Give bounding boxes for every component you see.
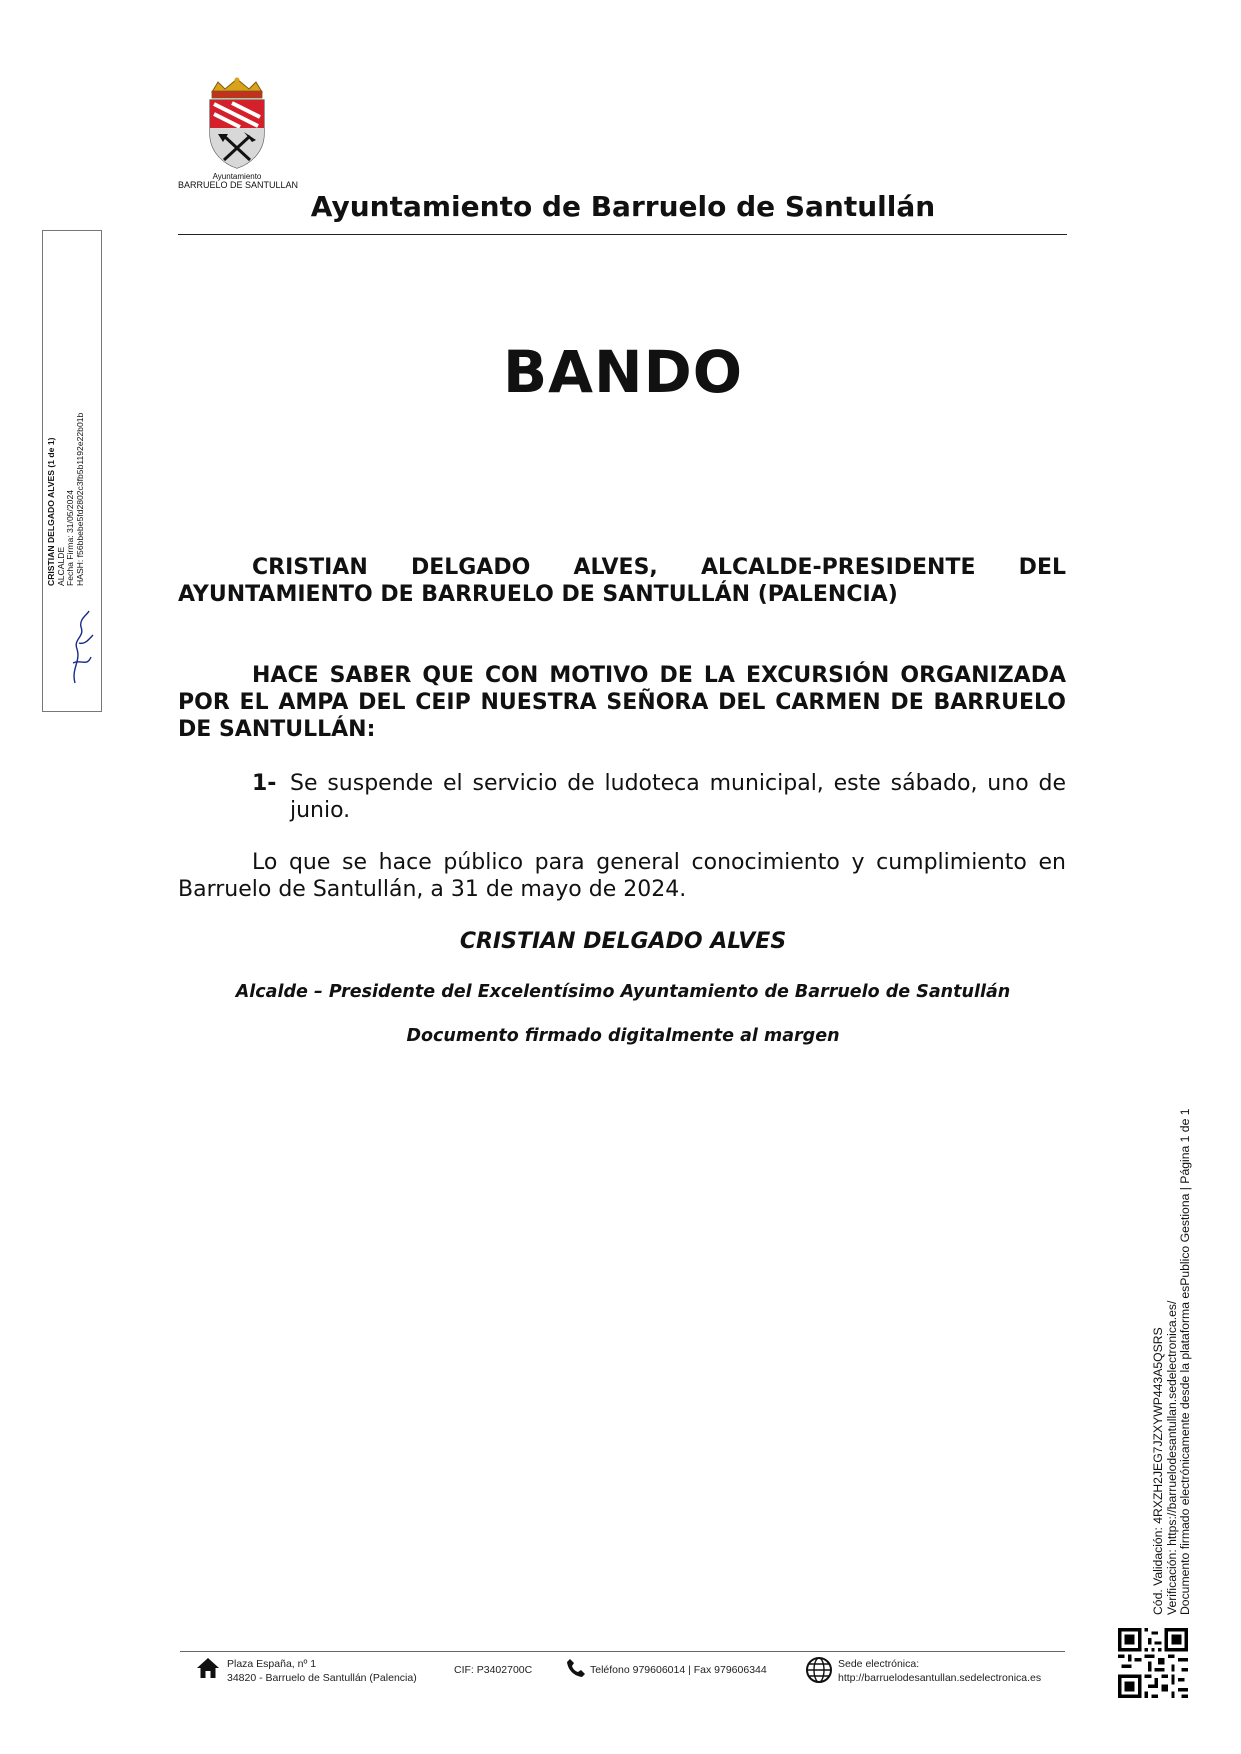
footer-divider xyxy=(180,1651,1065,1652)
footer-address xyxy=(227,1657,417,1685)
signature-stamp xyxy=(42,230,102,712)
closing-paragraph: Lo que se hace público para general conocimiento y cumplimiento en Barruelo de Santullán, a 31 de mayo de 2024. xyxy=(178,850,1066,902)
stamp-hash: HASH: f56bbebe5fd2802c3fb5b1192e22b01b xyxy=(74,412,85,586)
signature-platform-note: Documento firmado electrónicamente desde la plataforma esPublico Gestiona | Página 1 de 1 xyxy=(1178,1108,1192,1615)
footer-sede-link[interactable]: http://barruelodesantullan.sedelectronica.es xyxy=(838,1672,1042,1684)
logo-caption-line1: Ayuntamiento xyxy=(212,172,262,181)
coat-of-arms-logo xyxy=(178,76,299,190)
logo-caption-line2: BARRUELO DE SANTULLAN xyxy=(178,180,299,190)
signatory-name: CRISTIAN DELGADO ALVES xyxy=(459,929,787,954)
globe-icon xyxy=(805,1656,833,1684)
footer-address-line2: 34820 - Barruelo de Santullán (Palencia) xyxy=(227,1672,417,1684)
footer-cif: CIF: P3402700C xyxy=(454,1664,533,1676)
verification-text xyxy=(1152,1108,1193,1615)
qr-code-icon xyxy=(1118,1628,1188,1698)
stamp-position: ALCALDE xyxy=(55,546,66,586)
validation-code: Cód. Validación: 4RXZH2JEG7JZXYWP443A5QSRS xyxy=(1151,1327,1165,1615)
phone-icon xyxy=(566,1658,586,1678)
signatory-role: Alcalde – Presidente del Excelentísimo Ayuntamiento de Barruelo de Santullán xyxy=(235,982,1011,1002)
org-title: Ayuntamiento de Barruelo de Santullán xyxy=(310,190,936,223)
coat-of-arms-icon xyxy=(178,76,296,172)
list-item-text: Se suspende el servicio de ludoteca municipal, este sábado, uno de junio. xyxy=(290,771,1066,823)
intro-paragraph: CRISTIAN DELGADO ALVES, ALCALDE-PRESIDENTE DEL AYUNTAMIENTO DE BARRUELO DE SANTULLÁN (PALENCIA) xyxy=(178,555,1066,607)
list-item-number: 1- xyxy=(252,771,277,796)
list-item xyxy=(252,770,1066,824)
document-title: BANDO xyxy=(502,338,744,406)
home-icon xyxy=(196,1657,220,1679)
signature-note: Documento firmado digitalmente al margen xyxy=(406,1026,840,1046)
verification-url[interactable]: Verificación: https://barruelodesantullan.sedelectronica.es/ xyxy=(1164,1300,1179,1615)
stamp-date: Fecha Firma: 31/05/2024 xyxy=(65,489,75,586)
footer-phone: Teléfono 979606014 | Fax 979606344 xyxy=(590,1664,767,1676)
handwritten-signature-icon xyxy=(67,609,97,689)
stamp-signer: CRISTIAN DELGADO ALVES (1 de 1) xyxy=(46,437,56,586)
header-divider xyxy=(178,234,1067,235)
announcement-paragraph: HACE SABER QUE CON MOTIVO DE LA EXCURSIÓN ORGANIZADA POR EL AMPA DEL CEIP NUESTRA SEÑORA DEL CARMEN DE BARRUELO DE SANTULLÁN: xyxy=(178,663,1066,742)
footer-address-line1: Plaza España, nº 1 xyxy=(227,1658,317,1670)
footer-sede xyxy=(838,1657,1041,1685)
footer-sede-label: Sede electrónica: xyxy=(838,1658,920,1670)
stamp-text xyxy=(47,413,85,586)
